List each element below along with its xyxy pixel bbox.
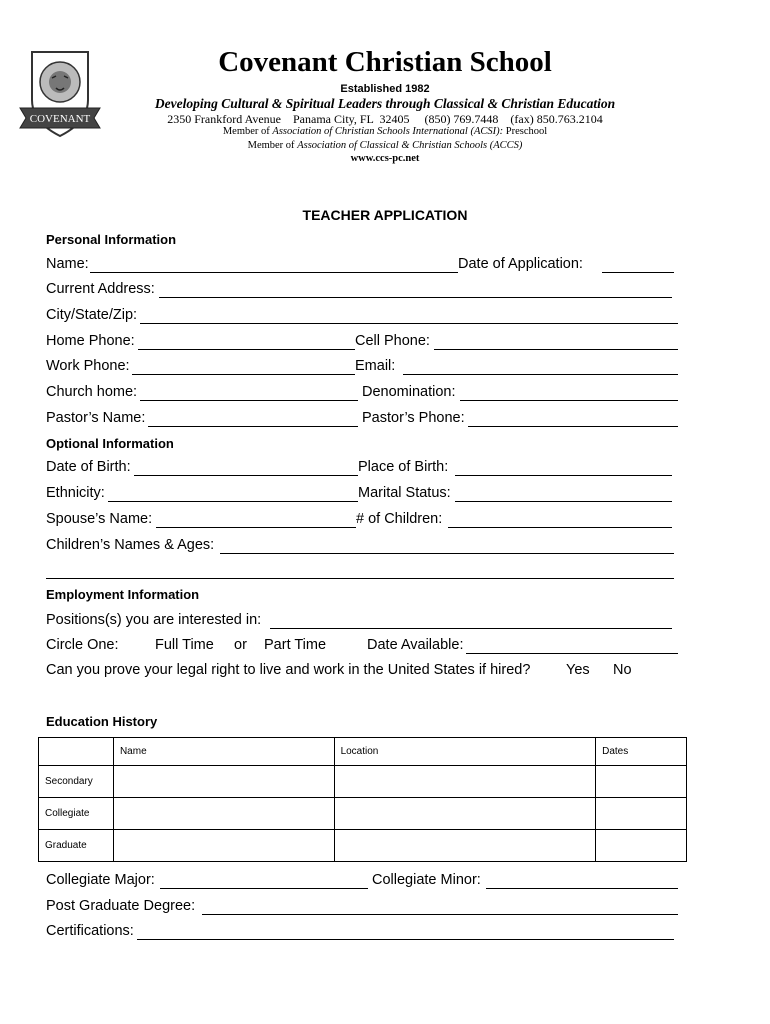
date-of-birth-field[interactable]: Date of Birth:: [46, 459, 358, 477]
work-phone-field[interactable]: Work Phone:: [46, 358, 355, 376]
secondary-dates-cell[interactable]: [596, 766, 687, 798]
graduate-location-cell[interactable]: [334, 830, 596, 862]
table-corner-cell: [39, 738, 114, 766]
school-tagline: Developing Cultural & Spiritual Leaders through Classical & Christian Education: [154, 96, 616, 111]
legal-right-question: Can you prove your legal right to live and work in the United States if hired?: [46, 662, 531, 678]
circle-one-label: Circle One:: [46, 637, 119, 653]
section-personal: Personal Information: [46, 232, 177, 247]
legal-yes-option[interactable]: Yes: [566, 662, 590, 678]
table-row: [39, 798, 687, 830]
denomination-field[interactable]: Denomination:: [362, 384, 678, 402]
collegiate-name-cell[interactable]: [113, 798, 334, 830]
table-row: [39, 830, 687, 862]
pastors-name-field[interactable]: Pastor’s Name:: [46, 410, 358, 428]
name-field[interactable]: Name:: [46, 256, 458, 274]
legal-no-option[interactable]: No: [613, 662, 632, 678]
section-optional: Optional Information: [46, 436, 174, 451]
positions-field[interactable]: Positions(s) you are interested in:: [46, 612, 672, 630]
date-available-field[interactable]: Date Available:: [367, 637, 678, 655]
marital-status-field[interactable]: Marital Status:: [358, 485, 672, 503]
graduate-dates-cell[interactable]: [596, 830, 687, 862]
current-address-field[interactable]: Current Address:: [46, 281, 672, 299]
row-label-collegiate: Collegiate: [39, 798, 114, 830]
childrens-names-extra-line[interactable]: [46, 562, 674, 580]
form-title: TEACHER APPLICATION: [302, 207, 468, 223]
graduate-name-cell[interactable]: [113, 830, 334, 862]
place-of-birth-field[interactable]: Place of Birth:: [358, 459, 672, 477]
education-history-table: [38, 737, 687, 862]
header-name: Name: [113, 738, 334, 766]
secondary-location-cell[interactable]: [334, 766, 596, 798]
membership-accs: Member of Association of Classical & Christian Schools (ACCS): [247, 140, 523, 151]
church-home-field[interactable]: Church home:: [46, 384, 358, 402]
spouses-name-field[interactable]: Spouse’s Name:: [46, 511, 356, 529]
city-state-zip-field[interactable]: City/State/Zip:: [46, 307, 678, 325]
table-row: [39, 766, 687, 798]
post-graduate-degree-field[interactable]: Post Graduate Degree:: [46, 898, 678, 916]
date-of-application-field[interactable]: Date of Application:: [458, 256, 674, 274]
num-children-field[interactable]: # of Children:: [356, 511, 672, 529]
ethnicity-field[interactable]: Ethnicity:: [46, 485, 358, 503]
option-full-time[interactable]: Full Time: [155, 637, 214, 653]
collegiate-location-cell[interactable]: [334, 798, 596, 830]
section-education: Education History: [46, 714, 158, 729]
collegiate-minor-field[interactable]: Collegiate Minor:: [372, 872, 678, 890]
school-website: www.ccs-pc.net: [350, 153, 420, 164]
collegiate-major-field[interactable]: Collegiate Major:: [46, 872, 368, 890]
collegiate-dates-cell[interactable]: [596, 798, 687, 830]
secondary-name-cell[interactable]: [113, 766, 334, 798]
school-crest-logo: [18, 48, 102, 140]
table-header-row: [39, 738, 687, 766]
option-part-time[interactable]: Part Time: [264, 637, 327, 653]
header-location: Location: [334, 738, 596, 766]
school-address: 2350 Frankford Avenue Panama City, FL 32405 (850) 769.7448 (fax) 850.763.2104: [167, 112, 603, 126]
cell-phone-field[interactable]: Cell Phone:: [355, 333, 678, 351]
email-field[interactable]: Email:: [355, 358, 678, 376]
school-name: Covenant Christian School: [218, 46, 552, 78]
home-phone-field[interactable]: Home Phone:: [46, 333, 355, 351]
row-label-graduate: Graduate: [39, 830, 114, 862]
row-label-secondary: Secondary: [39, 766, 114, 798]
section-employment: Employment Information: [46, 587, 200, 602]
pastors-phone-field[interactable]: Pastor’s Phone:: [362, 410, 678, 428]
childrens-names-field[interactable]: Children’s Names & Ages:: [46, 537, 674, 555]
logo-text: COVENANT: [29, 113, 91, 125]
membership-acsi: Member of Association of Christian Schools International (ACSI): Preschool: [222, 126, 548, 137]
header-dates: Dates: [596, 738, 687, 766]
established-year: Established 1982: [340, 83, 430, 95]
option-or-text: or: [234, 637, 247, 653]
certifications-field[interactable]: Certifications:: [46, 923, 674, 941]
